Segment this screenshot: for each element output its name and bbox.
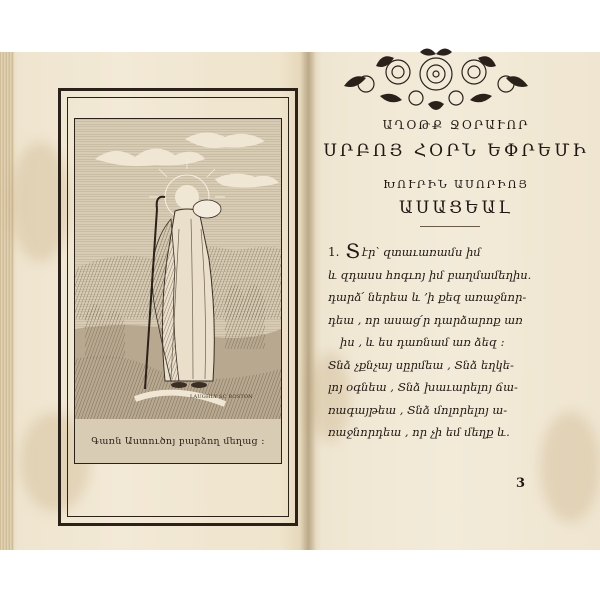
engraving-image — [74, 118, 282, 464]
engraving-caption: Գառն Աստուծոյ բարձող մեղաց ։ — [91, 436, 265, 447]
prayer-line: 1. Տ էր՝ զտաւառամս իմ — [328, 240, 481, 263]
drop-letter: Տ — [345, 240, 361, 263]
prayer-line: և զդասս հոգւոյ իմ բաղմամեղիս. — [328, 267, 532, 282]
prayer-line: դարձ՛ ներեա և ՚ի քեզ առաջնոր- — [328, 290, 527, 304]
page-edges — [0, 52, 14, 550]
book-gutter — [300, 52, 316, 550]
prayer-line: ռաջնորդեա , որ չի եմ մեղք և. — [328, 425, 510, 439]
title-line-2: ՍՐԲՈՅ ՀՕՐՆ ԵՓՐԵՄԻ — [323, 141, 589, 161]
prayer-line: լոյ օգնեա , Տնձ խաւարելոյ ճա- — [328, 380, 518, 394]
title-line-3: ԽՈՒՐԻՆ ԱՍՈՐԻՈՅ — [383, 178, 529, 191]
shepherd-engraving-svg — [75, 119, 281, 419]
prayer-line: դեա , որ ասաց՛ր դարձարոք առ — [328, 312, 523, 327]
prayer-text — [328, 240, 590, 444]
paragraph-number: 1. — [328, 245, 340, 259]
title-line-4: ԱՍԱՑԵԱԼ — [399, 198, 513, 218]
engraver-signature: LAUGHLY SC BOSTON — [190, 394, 253, 400]
prayer-line: Տնձ չքնչայ սըրմեա , Տնձ եղկե- — [328, 357, 514, 372]
title-line-1: ԱՂՕԹՔ ՋՕՐԱՒՈՐ — [382, 118, 530, 132]
title-divider — [420, 226, 480, 227]
prayer-line: ռագայթեա , Տնձ մոլորելոյ ա- — [328, 402, 508, 417]
floral-ornament-icon — [336, 42, 536, 118]
page-number: 3 — [516, 476, 526, 491]
prayer-line: իս , և ես դառնամ առ ձեզ ։ — [340, 335, 505, 349]
